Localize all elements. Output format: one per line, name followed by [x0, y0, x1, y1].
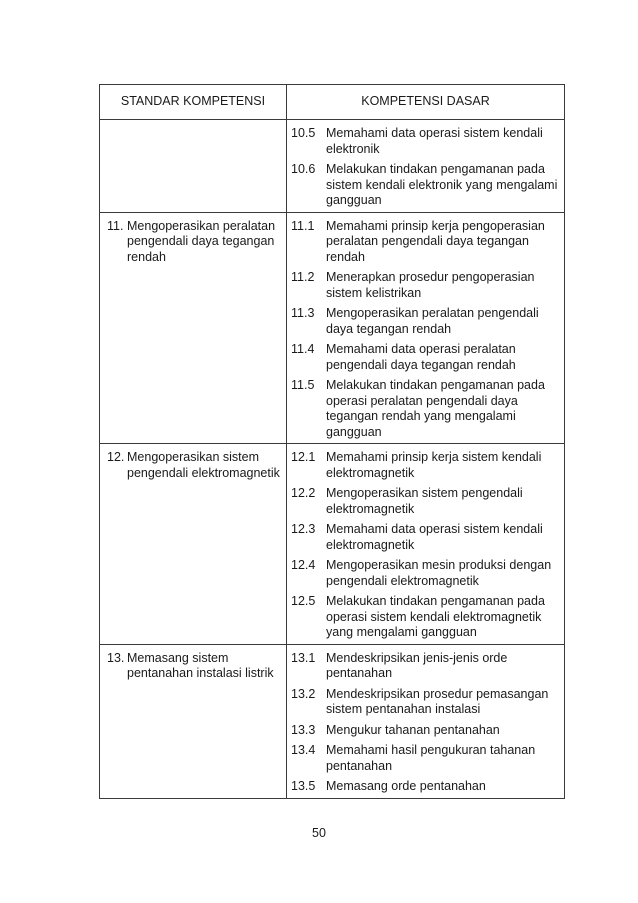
kd-text: Mendeskripsikan jenis-jenis orde pentanahan [326, 650, 508, 680]
table-row [100, 212, 565, 444]
table-row [100, 644, 565, 798]
kompetensi-dasar-item [291, 594, 560, 641]
sk-text: Mengoperasikan peralatan pengendali daya tegangan rendah [127, 218, 276, 264]
kd-number: 12.1 [291, 450, 316, 464]
sk-text: Mengoperasikan sistem pengendali elektromagnetik [127, 450, 280, 480]
standar-kompetensi-cell [100, 444, 287, 645]
table-row [100, 120, 565, 213]
kd-text: Menerapkan prosedur pengoperasian sistem kelistrikan [326, 270, 535, 300]
kd-text: Melakukan tindakan pengamanan pada sistem kendali elektronik yang mengalami gangguan [326, 162, 558, 207]
kd-number: 13.3 [291, 722, 316, 737]
header-kompetensi-dasar: KOMPETENSI DASAR [287, 85, 565, 120]
kompetensi-dasar-item [291, 486, 560, 517]
competency-table [99, 84, 565, 799]
kd-text: Melakukan tindakan pengamanan pada operasi sistem kendali elektromagnetik yang mengalami gangguan [326, 594, 545, 639]
kd-number: 10.6 [291, 162, 316, 176]
kd-number: 11.3 [291, 306, 315, 320]
standar-kompetensi-cell [100, 644, 287, 798]
standar-kompetensi-item [107, 450, 282, 481]
kompetensi-dasar-cell [287, 644, 565, 798]
kompetensi-dasar-item [291, 450, 560, 481]
kompetensi-dasar-item [291, 162, 560, 209]
kd-number: 11.1 [291, 218, 315, 233]
kompetensi-dasar-item [291, 779, 560, 795]
kompetensi-dasar-item [291, 723, 560, 739]
kd-text: Memahami data operasi sistem kendali elektromagnetik [326, 522, 543, 552]
kd-text: Mengoperasikan mesin produksi dengan pengendali elektromagnetik [326, 558, 552, 588]
sk-number: 11. [107, 218, 124, 233]
kd-text: Memahami data operasi peralatan pengendali daya tegangan rendah [326, 342, 516, 372]
kd-text: Memasang orde pentanahan [326, 779, 486, 793]
kompetensi-dasar-item [291, 219, 560, 266]
table-row [100, 444, 565, 645]
sk-number: 13. [107, 650, 125, 665]
kompetensi-dasar-item [291, 378, 560, 440]
kd-text: Memahami data operasi sistem kendali elektronik [326, 126, 543, 156]
kd-number: 11.2 [291, 270, 315, 284]
kd-number: 13.2 [291, 686, 316, 701]
header-standar-kompetensi: STANDAR KOMPETENSI [100, 85, 287, 120]
standar-kompetensi-item [107, 651, 282, 682]
kd-text: Mendeskripsikan prosedur pemasangan sistem pentanahan instalasi [326, 686, 549, 716]
kompetensi-dasar-cell [287, 212, 565, 444]
kd-text: Mengukur tahanan pentanahan [326, 722, 500, 737]
standar-kompetensi-item [107, 219, 282, 266]
kompetensi-dasar-item [291, 651, 560, 682]
page-number: 50 [312, 826, 326, 840]
kompetensi-dasar-item [291, 558, 560, 589]
standar-kompetensi-cell [100, 120, 287, 213]
standar-kompetensi-cell [100, 212, 287, 444]
kompetensi-dasar-item [291, 306, 560, 337]
kompetensi-dasar-item [291, 342, 560, 373]
table-header-row [100, 85, 565, 120]
kd-number: 12.3 [291, 522, 316, 536]
kd-text: Mengoperasikan sistem pengendali elektromagnetik [326, 486, 523, 516]
kd-number: 11.5 [291, 378, 315, 392]
kd-text: Memahami prinsip kerja sistem kendali elektromagnetik [326, 450, 542, 480]
kd-text: Memahami hasil pengukuran tahanan pentanahan [326, 743, 536, 773]
kd-text: Memahami prinsip kerja pengoperasian peralatan pengendali daya tegangan rendah [326, 218, 545, 264]
kd-number: 10.5 [291, 126, 316, 140]
kd-number: 11.4 [291, 342, 315, 356]
kd-number: 12.4 [291, 558, 316, 572]
kompetensi-dasar-item [291, 522, 560, 553]
kd-number: 13.4 [291, 743, 316, 757]
sk-number: 12. [107, 450, 125, 464]
table-body [100, 120, 565, 799]
kd-number: 12.2 [291, 486, 316, 500]
kompetensi-dasar-item [291, 126, 560, 157]
kompetensi-dasar-cell [287, 120, 565, 213]
kompetensi-dasar-cell [287, 444, 565, 645]
kd-text: Mengoperasikan peralatan pengendali daya tegangan rendah [326, 306, 539, 336]
kd-number: 13.5 [291, 779, 316, 793]
kd-text: Melakukan tindakan pengamanan pada operasi peralatan pengendali daya tegangan rendah yang mengalami gangguan [326, 378, 545, 439]
kompetensi-dasar-item [291, 743, 560, 774]
sk-text: Memasang sistem pentanahan instalasi listrik [127, 650, 274, 680]
kompetensi-dasar-item [291, 687, 560, 718]
kd-number: 12.5 [291, 594, 316, 608]
kompetensi-dasar-item [291, 270, 560, 301]
kd-number: 13.1 [291, 650, 316, 665]
